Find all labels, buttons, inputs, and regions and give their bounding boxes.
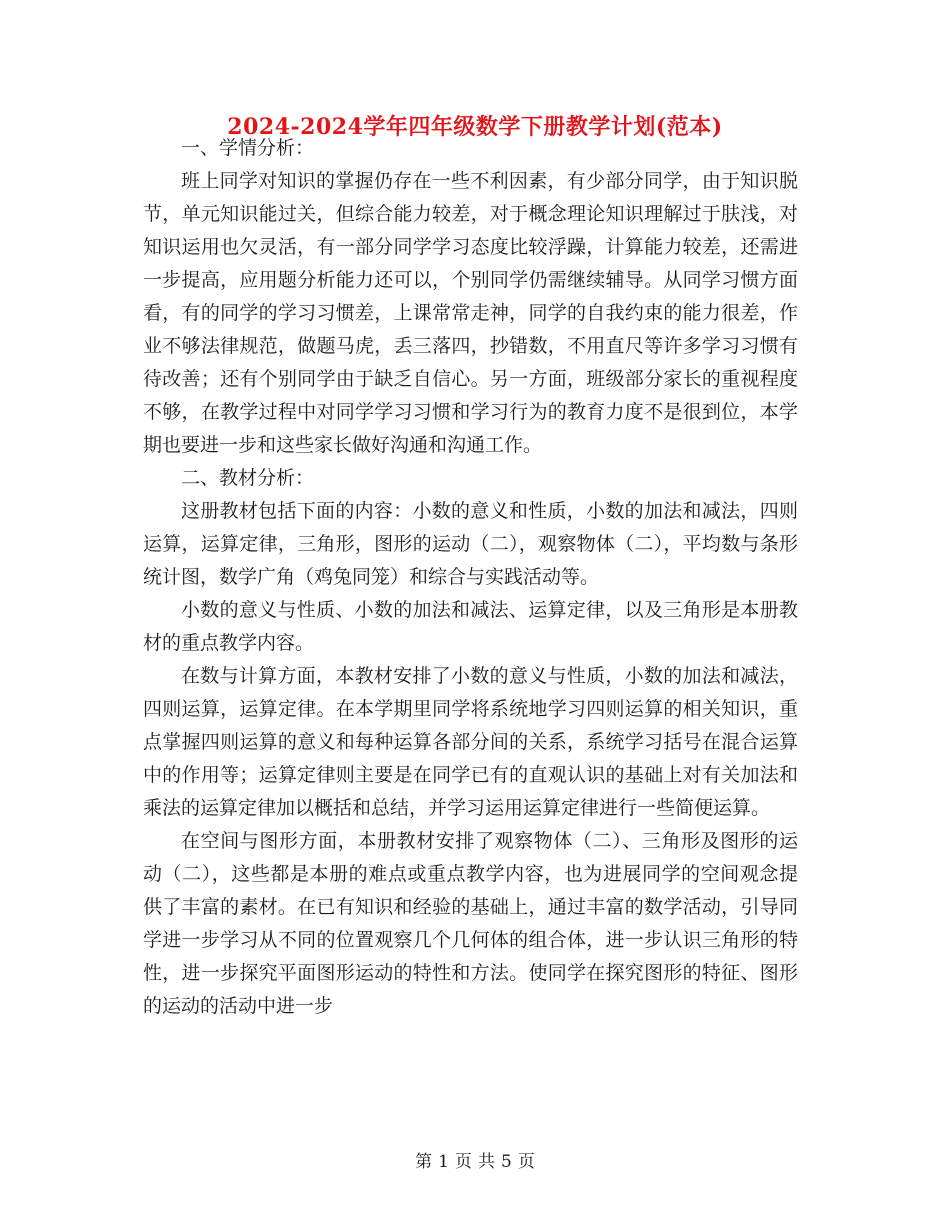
document-body: [143, 132, 798, 1023]
footer-prefix: 第: [415, 1152, 433, 1172]
footer-suffix: 页: [517, 1152, 535, 1172]
paragraph-key-content: 小数的意义与性质、小数的加法和减法、运算定律，以及三角形是本册教材的重点教学内容。: [143, 599, 798, 654]
document-title: 2024-2024学年四年级数学下册教学计划(范本): [227, 114, 723, 140]
section-heading-textbook-analysis: 二、教材分析：: [181, 467, 315, 489]
footer-total-pages: 5: [501, 1152, 512, 1172]
paragraph-number-calculation: 在数与计算方面，本教材安排了小数的意义与性质，小数的加法和减法，四则运算，运算定律。在本学期里同学将系统地学习四则运算的相关知识，重点掌握四则运算的意义和每种运算各部分间的关系，系统学习括号在混合运算中的作用等；运算定律则主要是在同学已有的直观认识的基础上对有关加法和乘法的运算定律加以概括和总结，并学习运用运算定律进行一些简便运算。: [143, 665, 798, 819]
footer-page-number: 1: [438, 1152, 449, 1172]
page-footer: [0, 1150, 950, 1174]
section-heading-learning-analysis: 一、学情分析：: [181, 137, 315, 159]
footer-total-label: 共: [478, 1152, 495, 1172]
paragraph-space-geometry: 在空间与图形方面，本册教材安排了观察物体（二）、三角形及图形的运动（二），这些都是本册的难点或重点教学内容，也为进展同学的空间观念提供了丰富的素材。在已有知识和经验的基础上，通过丰富的数学活动，引导同学进一步学习从不同的位置观察几个几何体的组合体，进一步认识三角形的特性，进一步探究平面图形运动的特性和方法。使同学在探究图形的特征、图形的运动的活动中进一步: [143, 830, 798, 1017]
paragraph-textbook-contents: 这册教材包括下面的内容：小数的意义和性质，小数的加法和减法，四则运算，运算定律，三角形，图形的运动（二），观察物体（二），平均数与条形统计图，数学广角（鸡兔同笼）和综合与实践活动等。: [143, 500, 798, 588]
footer-page-label: 页: [455, 1152, 472, 1172]
paragraph-learning-analysis: 班上同学对知识的掌握仍存在一些不利因素，有少部分同学，由于知识脱节，单元知识能过关，但综合能力较差，对于概念理论知识理解过于肤浅，对知识运用也欠灵活，有一部分同学学习态度比较浮躁，计算能力较差，还需进一步提高，应用题分析能力还可以，个别同学仍需继续辅导。从同学习惯方面看，有的同学的学习习惯差，上课常常走神，同学的自我约束的能力很差，作业不够法律规范，做题马虎，丢三落四，抄错数，不用直尺等许多学习习惯有待改善；还有个别同学由于缺乏自信心。另一方面，班级部分家长的重视程度不够，在教学过程中对同学学习习惯和学习行为的教育力度不是很到位，本学期也要进一步和这些家长做好沟通和沟通工作。: [143, 170, 798, 456]
